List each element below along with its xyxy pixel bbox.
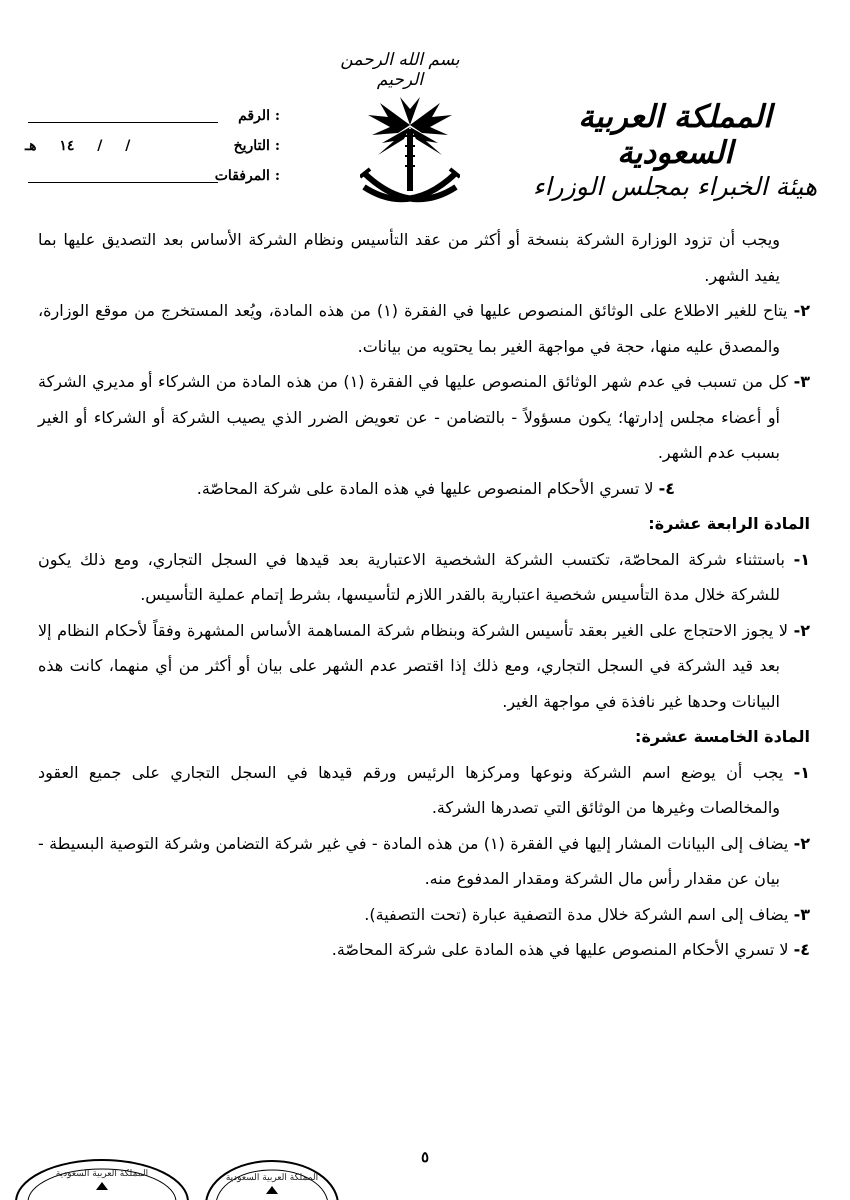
clause-number: ٢- [793, 833, 811, 853]
clause-number: ١- [793, 762, 810, 782]
kingdom-title-block [530, 100, 820, 204]
ref-attachments-line [28, 182, 218, 183]
ref-number-row [20, 108, 280, 138]
kingdom-name: المملكة العربية السعودية [578, 99, 772, 171]
official-seal-2-icon [200, 1150, 345, 1200]
clause-text: لا تسري الأحكام المنصوص عليها في هذه المادة على شركة المحاصّة. [331, 940, 789, 959]
clause-number: ١- [793, 549, 810, 569]
clause-text: يضاف إلى اسم الشركة خلال مدة التصفية عبارة (تحت التصفية). [364, 904, 789, 924]
basmala: بسم الله الرحمن الرحيم [340, 50, 460, 90]
clause-number: ٤- [658, 478, 675, 498]
clause-text: يتاح للغير الاطلاع على الوثائق المنصوص عليها في الفقرة (١) من هذه المادة، ويُعد المستخرج من موقع الوزارة، والمصدق عليه منها، حجة في مواجهة الغير بما يحتويه من بيانات. [38, 301, 788, 356]
clause-15-4 [38, 932, 810, 968]
ref-date-row [20, 138, 280, 168]
intro-paragraph: ويجب أن تزود الوزارة الشركة بنسخة أو أكثر من عقد التأسيس ونظام الشركة الأساس بعد التصديق عليها بما يفيد الشهر. [38, 230, 780, 285]
clause-number: ٢- [793, 301, 810, 320]
clause-number: ٣- [793, 904, 810, 924]
official-seal-1-icon [10, 1150, 195, 1200]
clause-number: ٣- [793, 372, 811, 391]
clause-text: باستثناء شركة المحاصّة، تكتسب الشركة الشخصية الاعتبارية بعد قيدها في السجل التجاري، ومع ذلك يكون للشركة خلال مدة التأسيس شخصية اعتبارية بالقدر اللازم لتأسيسها، بشرط إتمام عملية التأسيس. [38, 549, 785, 604]
ref-attachments-row [20, 168, 280, 198]
ref-number-line [28, 122, 218, 123]
clause-15-1 [38, 755, 810, 826]
clause-15-2 [38, 826, 810, 897]
document-body [38, 222, 810, 968]
clause-text: يضاف إلى البيانات المشار إليها في الفقرة (١) من هذه المادة - في غير شركة التضامن وشركة التوصية البسيطة - بيان عن مقدار رأس مال الشركة ومقدار المدفوع منه. [38, 833, 789, 888]
clause-14-1 [38, 542, 810, 613]
page-number: ٥ [420, 1148, 430, 1166]
clause-text: كل من تسبب في عدم شهر الوثائق المنصوص عليها في الفقرة (١) من هذه المادة من الشركاء أو مديري الشركة أو أعضاء مجلس إدارتها؛ يكون مسؤولاً - بالتضامن - عن تعويض الضرر الذي يصيب الشركة أو الشركاء أو الغير بسبب عدم الشهر. [38, 372, 789, 462]
seal-1-text: المملكة العربية السعودية [55, 1169, 149, 1179]
clause-text: يجب أن يوضع اسم الشركة ونوعها ومركزها الرئيس ورقم قيدها في السجل التجاري على جميع العقود والمخالصات وغيرها من الوثائق التي تصدرها الشركة. [38, 762, 784, 817]
reference-fields [20, 108, 280, 198]
clause-13-4 [38, 471, 810, 507]
clause-text: لا يجوز الاحتجاج على الغير بعقد تأسيس الشركة وبنظام شركة المساهمة الأساس المشهرة وفقاً لأحكام النظام إلا بعد قيد الشركة في السجل التجاري، ومع ذلك إذا اقتصر عدم الشهر على بيان أو أكثر من أي منهما، كانت هذه البيانات وحدها غير نافذة في مواجهة الغير. [38, 620, 788, 711]
clause-14-2 [38, 613, 810, 720]
clause-number: ٢- [793, 620, 810, 640]
clause-13-2 [38, 293, 810, 364]
ref-number-label: الرقم : [238, 108, 280, 124]
article-15-heading: المادة الخامسة عشرة: [635, 727, 810, 746]
authority-name: هيئة الخبراء بمجلس الوزراء [532, 172, 818, 202]
clause-13-3 [38, 364, 810, 471]
seal-2-text: المملكة العربية السعودية [225, 1173, 319, 1183]
ref-attachments-label: المرفقات : [214, 168, 280, 184]
clause-number: ٤- [793, 940, 810, 959]
ref-date-label: التاريخ : [233, 138, 280, 154]
clause-text: لا تسري الأحكام المنصوص عليها في هذه المادة على شركة المحاصّة. [196, 478, 654, 498]
article-14-heading: المادة الرابعة عشرة: [648, 514, 810, 533]
clause-15-3 [38, 897, 810, 933]
ref-date-template: ١٤ هـ / / [25, 138, 131, 154]
saudi-emblem-icon [360, 95, 460, 230]
